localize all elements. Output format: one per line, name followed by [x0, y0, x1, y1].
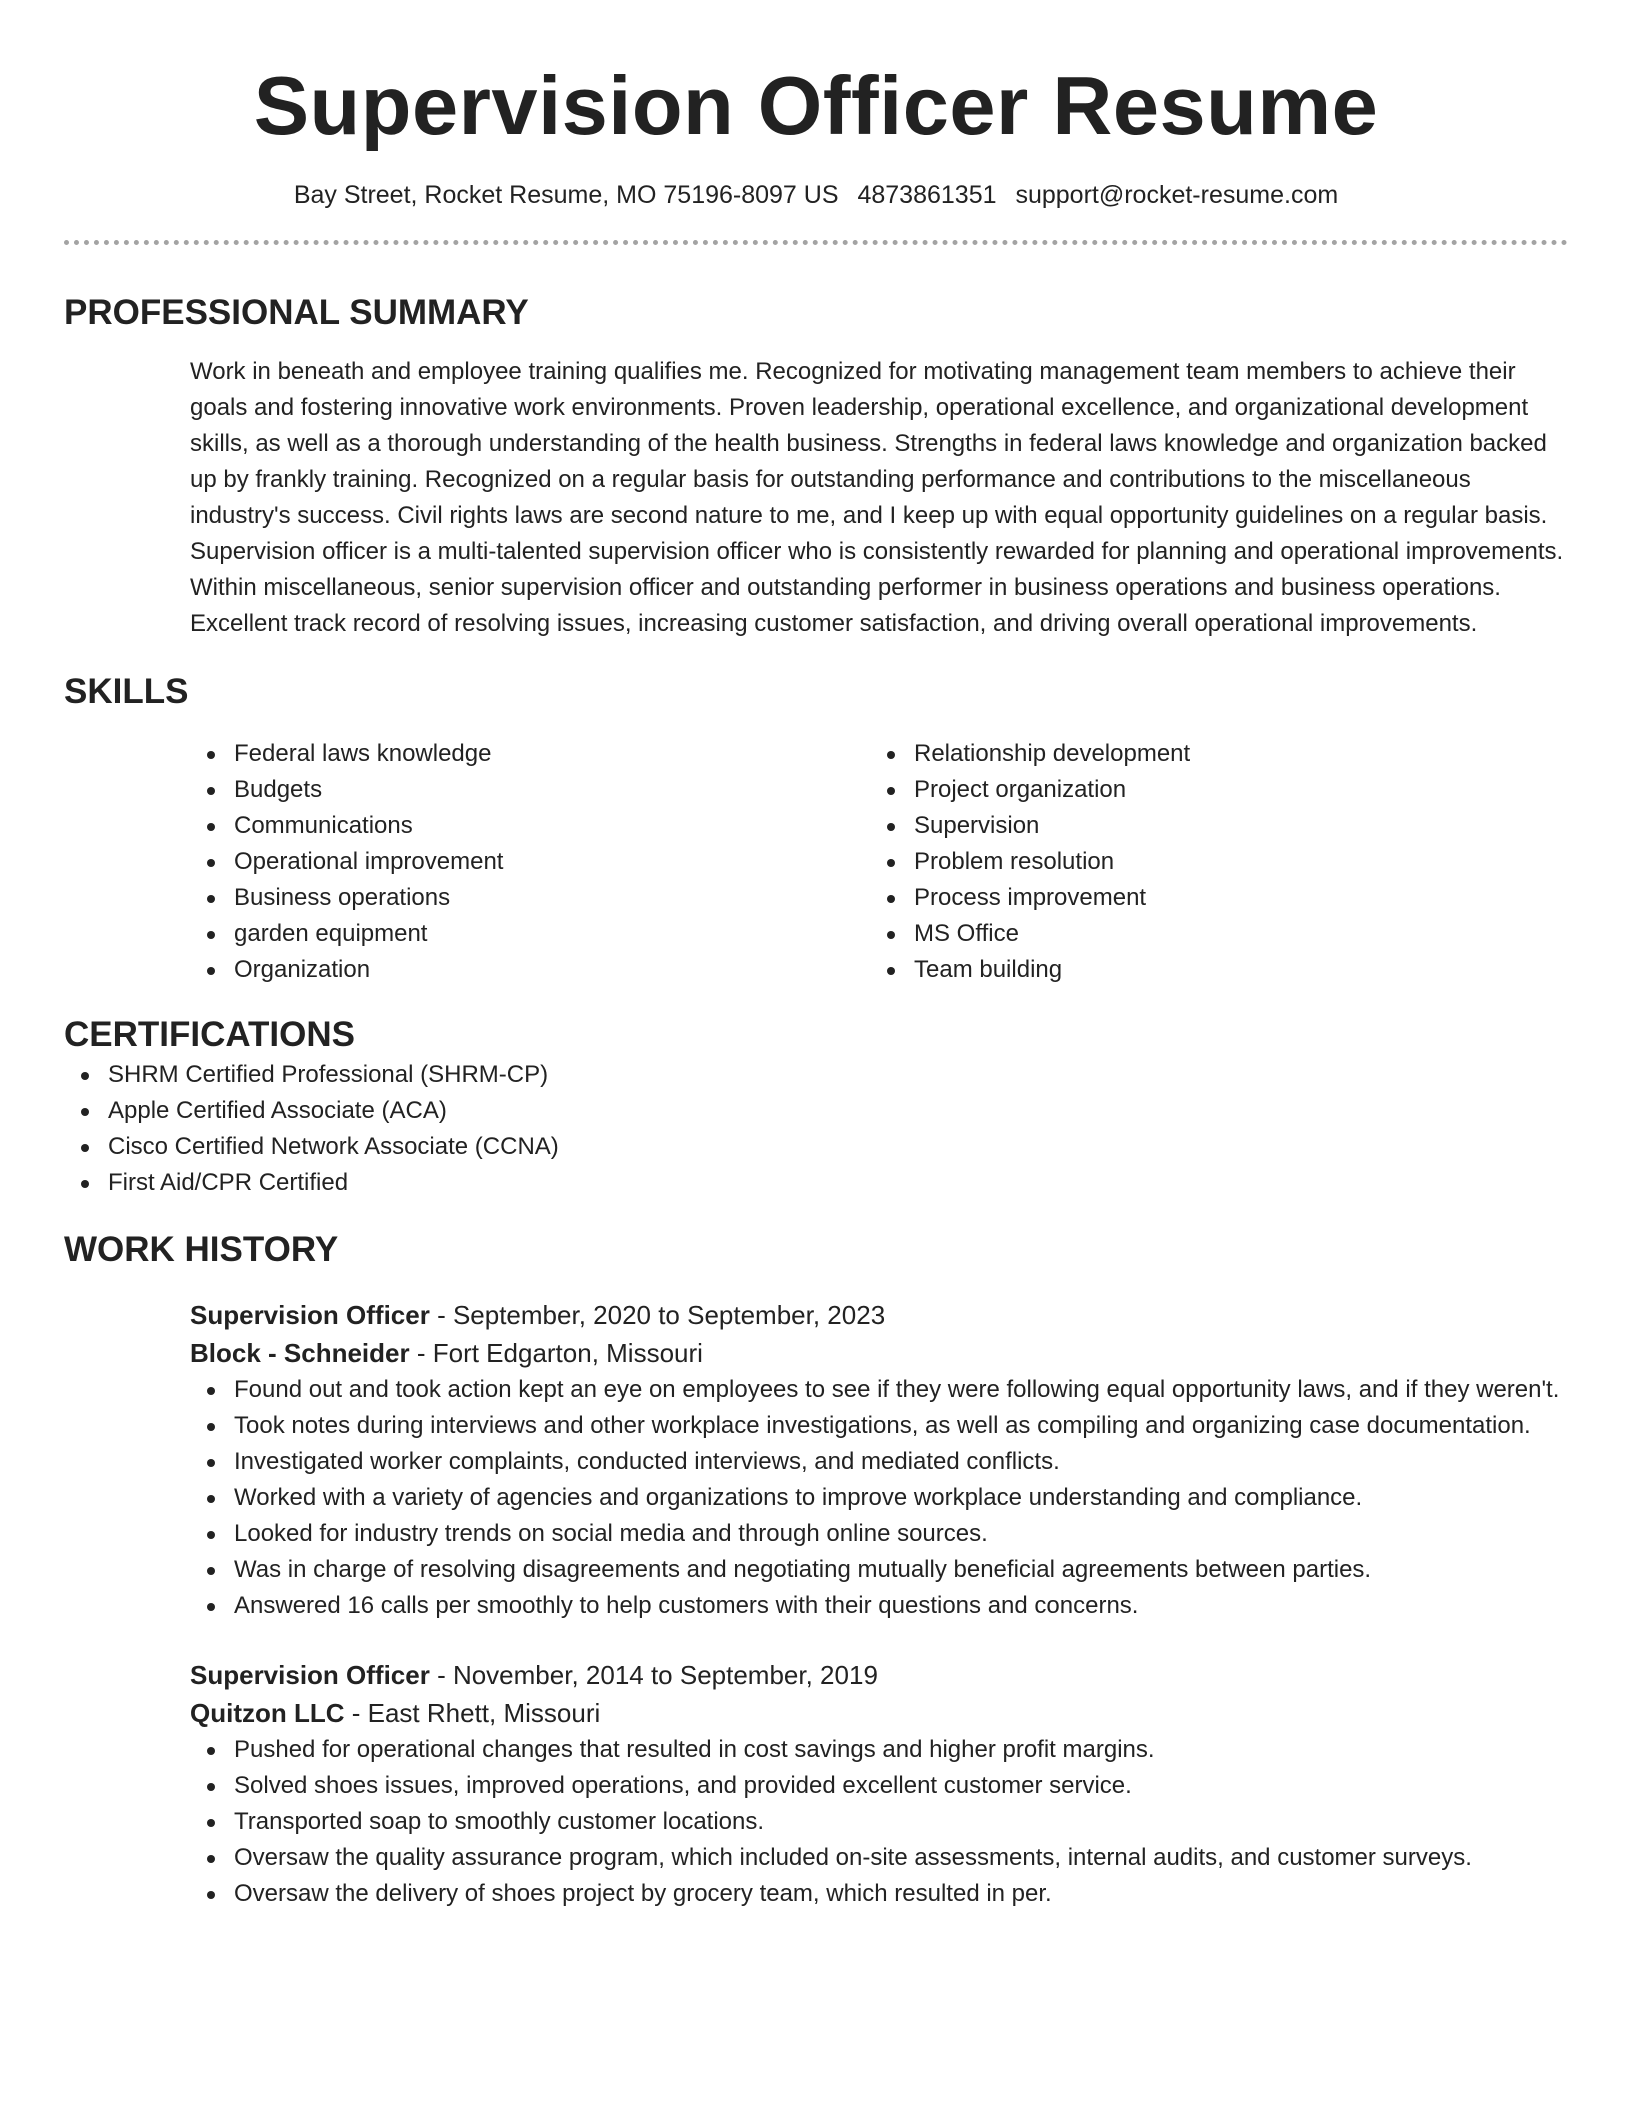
skills-column-right: [870, 736, 1550, 988]
skill-item: Project organization: [870, 772, 1550, 808]
job-duties-list: [190, 1732, 1568, 1912]
certifications-heading: CERTIFICATIONS: [64, 1015, 356, 1054]
skill-item: Communications: [190, 808, 870, 844]
job-entry: [190, 1656, 1568, 1912]
skills-heading: SKILLS: [64, 672, 189, 711]
certification-item: First Aid/CPR Certified: [64, 1165, 1568, 1201]
header-divider: [64, 240, 1568, 245]
job-title-line: [190, 1656, 1568, 1694]
certifications-list: [64, 1057, 1568, 1201]
skill-item: Federal laws knowledge: [190, 736, 870, 772]
job-duty: Was in charge of resolving disagreements and negotiating mutually beneficial agreements between parties.: [190, 1552, 1568, 1588]
job-company: Block - Schneider: [190, 1338, 410, 1368]
skill-item: Problem resolution: [870, 844, 1550, 880]
job-company-line: [190, 1694, 1568, 1732]
job-duty: Looked for industry trends on social media and through online sources.: [190, 1516, 1568, 1552]
job-duties-list: [190, 1372, 1568, 1624]
job-duty: Oversaw the quality assurance program, which included on-site assessments, internal audits, and customer surveys.: [190, 1840, 1568, 1876]
job-location: - Fort Edgarton, Missouri: [409, 1338, 703, 1368]
contact-address: Bay Street, Rocket Resume, MO 75196-8097 US: [293, 181, 839, 209]
skill-item: garden equipment: [190, 916, 870, 952]
skill-item: MS Office: [870, 916, 1550, 952]
job-title-line: [190, 1296, 1568, 1334]
job-duty: Transported soap to smoothly customer locations.: [190, 1804, 1568, 1840]
work-history-heading: WORK HISTORY: [64, 1230, 339, 1269]
skill-item: Operational improvement: [190, 844, 870, 880]
skill-item: Supervision: [870, 808, 1550, 844]
skill-item: Process improvement: [870, 880, 1550, 916]
skill-item: Organization: [190, 952, 870, 988]
skill-item: Team building: [870, 952, 1550, 988]
job-duty: Worked with a variety of agencies and organizations to improve workplace understanding and compliance.: [190, 1480, 1568, 1516]
summary-text: Work in beneath and employee training qualifies me. Recognized for motivating management team members to achieve their goals and fostering innovative work environments. Proven leadership, operational excellence, and organizational development skills, as well as a thorough understanding of the health business. Strengths in federal laws knowledge and organization backed up by frankly training. Recognized on a regular basis for outstanding performance and contributions to the miscellaneous industry's success. Civil rights laws are second nature to me, and I keep up with equal opportunity guidelines on a regular basis. Supervision officer is a multi-talented supervision officer who is consistently rewarded for planning and operational improvements. Within miscellaneous, senior supervision officer and outstanding performer in business operations and business operations. Excellent track record of resolving issues, increasing customer satisfaction, and driving overall operational improvements.: [190, 358, 1564, 637]
job-company-line: [190, 1334, 1568, 1372]
job-location: - East Rhett, Missouri: [344, 1698, 601, 1728]
contact-phone: 4873861351: [857, 181, 997, 209]
job-title: Supervision Officer: [190, 1660, 430, 1690]
job-duty: Pushed for operational changes that resulted in cost savings and higher profit margins.: [190, 1732, 1568, 1768]
job-dates: - September, 2020 to September, 2023: [429, 1300, 886, 1330]
skill-item: Budgets: [190, 772, 870, 808]
certification-item: SHRM Certified Professional (SHRM-CP): [64, 1057, 1568, 1093]
contact-line: [64, 179, 1568, 211]
job-dates: - November, 2014 to September, 2019: [429, 1660, 878, 1690]
job-title: Supervision Officer: [190, 1300, 430, 1330]
job-entry: [190, 1296, 1568, 1624]
resume-title: Supervision Officer Resume: [253, 59, 1379, 152]
skill-item: Relationship development: [870, 736, 1550, 772]
skills-list: [190, 736, 1568, 988]
job-duty: Investigated worker complaints, conducted interviews, and mediated conflicts.: [190, 1444, 1568, 1480]
contact-email: support@rocket-resume.com: [1015, 181, 1339, 209]
skills-column-left: [190, 736, 870, 988]
summary-heading: PROFESSIONAL SUMMARY: [64, 293, 529, 332]
job-company: Quitzon LLC: [190, 1698, 345, 1728]
certification-item: Apple Certified Associate (ACA): [64, 1093, 1568, 1129]
job-duty: Found out and took action kept an eye on employees to see if they were following equal opportunity laws, and if they weren't.: [190, 1372, 1568, 1408]
job-duty: Solved shoes issues, improved operations, and provided excellent customer service.: [190, 1768, 1568, 1804]
certification-item: Cisco Certified Network Associate (CCNA): [64, 1129, 1568, 1165]
job-duty: Took notes during interviews and other workplace investigations, as well as compiling and organizing case documentation.: [190, 1408, 1568, 1444]
skill-item: Business operations: [190, 880, 870, 916]
job-duty: Oversaw the delivery of shoes project by grocery team, which resulted in per.: [190, 1876, 1568, 1912]
job-duty: Answered 16 calls per smoothly to help customers with their questions and concerns.: [190, 1588, 1568, 1624]
